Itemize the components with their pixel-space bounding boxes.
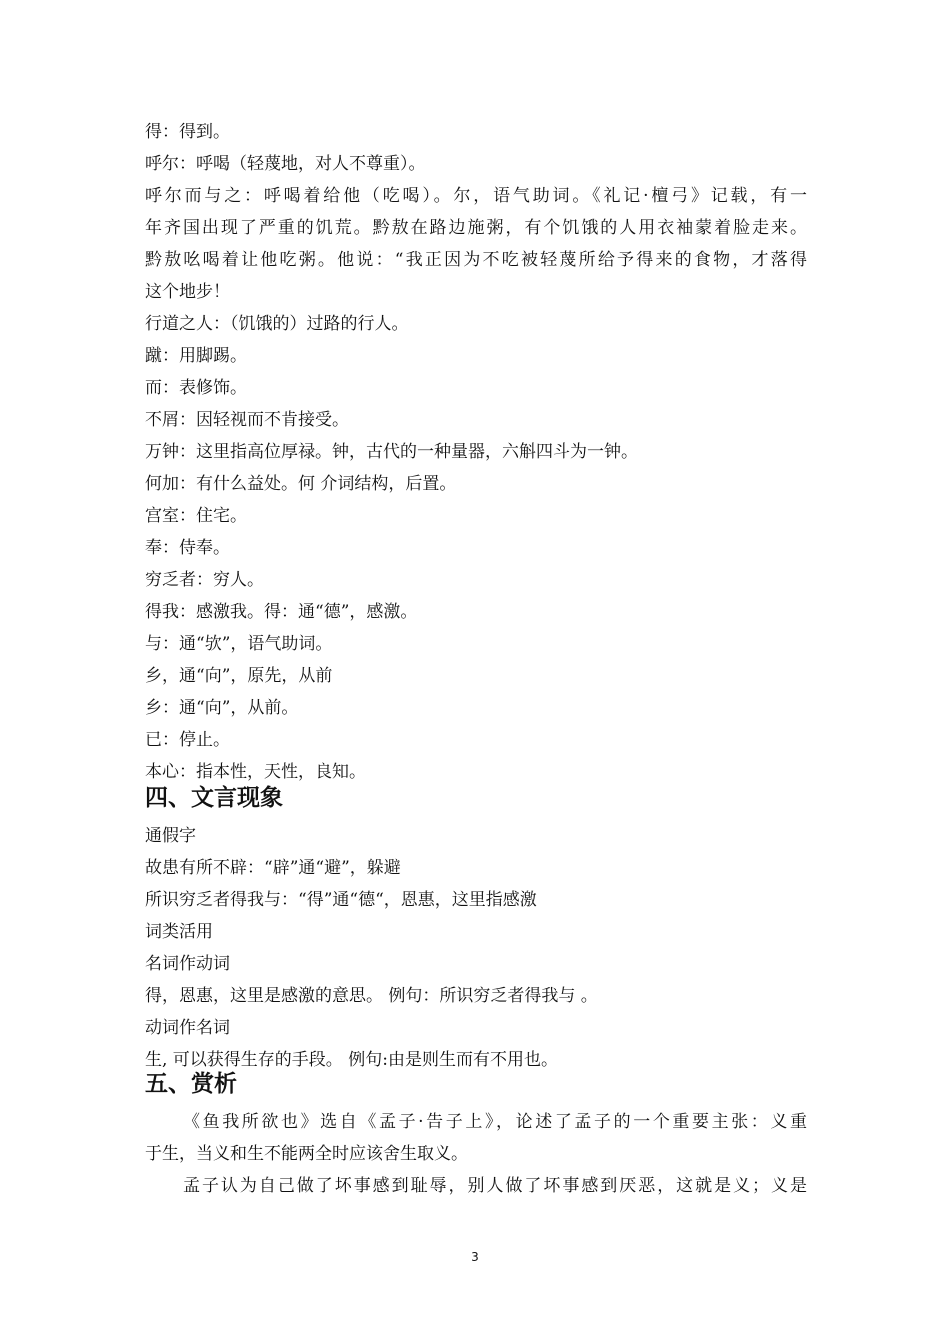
note-line: 得：得到。 [145,122,230,142]
section-line: 名词作动词 [145,954,230,974]
note-line: 穷乏者：穷人。 [145,570,264,590]
note-line: 乡：通“向”，从前。 [145,698,299,718]
note-line: 这个地步！ [145,282,230,302]
note-line: 呼尔而与之：呼喝着给他（吃喝）。尔，语气助词。《礼记·檀弓》记载，有一 [145,186,807,206]
note-line: 与：通“欤”，语气助词。 [145,634,333,654]
note-line: 不屑：因轻视而不肯接受。 [145,410,349,430]
section-heading: 五、赏析 [145,1071,237,1097]
note-line: 万钟：这里指高位厚禄。钟，古代的一种量器，六斛四斗为一钟。 [145,442,638,462]
paragraph-line: 孟子认为自己做了坏事感到耻辱，别人做了坏事感到厌恶，这就是义；义是 [183,1176,807,1196]
note-line: 得我：感激我。得：通“德”，感激。 [145,602,418,622]
section-line: 故患有所不辟：“辟”通“避”，躲避 [145,858,401,878]
note-line: 行道之人：（饥饿的）过路的行人。 [145,314,409,334]
note-line: 蹴：用脚踢。 [145,346,247,366]
note-line: 年齐国出现了严重的饥荒。黔敖在路边施粥，有个饥饿的人用衣袖蒙着脸走来。 [145,218,807,238]
section-line: 词类活用 [145,922,213,942]
note-line: 已：停止。 [145,730,230,750]
note-line: 宫室：住宅。 [145,506,247,526]
section-line: 得，恩惠，这里是感激的意思。 例句：所识穷乏者得我与 。 [145,986,598,1006]
note-line: 乡，通“向”，原先，从前 [145,666,333,686]
section-line: 所识穷乏者得我与：“得”通“德“，恩惠，这里指感激 [145,890,537,910]
section-line: 通假字 [145,826,196,846]
section-line: 动词作名词 [145,1018,230,1038]
note-line: 奉：侍奉。 [145,538,230,558]
section-line: 生, 可以获得生存的手段。 例句:由是则生而有不用也。 [145,1050,558,1070]
paragraph-line: 于生，当义和生不能两全时应该舍生取义。 [145,1144,468,1164]
note-line: 呼尔：呼喝（轻蔑地，对人不尊重）。 [145,154,426,174]
note-line: 何加：有什么益处。何 介词结构，后置。 [145,474,457,494]
page-number: 3 [471,1250,479,1264]
note-line: 黔敖吆喝着让他吃粥。他说：“我正因为不吃被轻蔑所给予得来的食物，才落得 [145,250,807,270]
note-line: 而：表修饰。 [145,378,247,398]
section-heading: 四、文言现象 [145,785,283,811]
paragraph-line: 《鱼我所欲也》选自《孟子·告子上》，论述了孟子的一个重要主张：义重 [183,1112,807,1132]
note-line: 本心：指本性，天性，良知。 [145,762,366,782]
